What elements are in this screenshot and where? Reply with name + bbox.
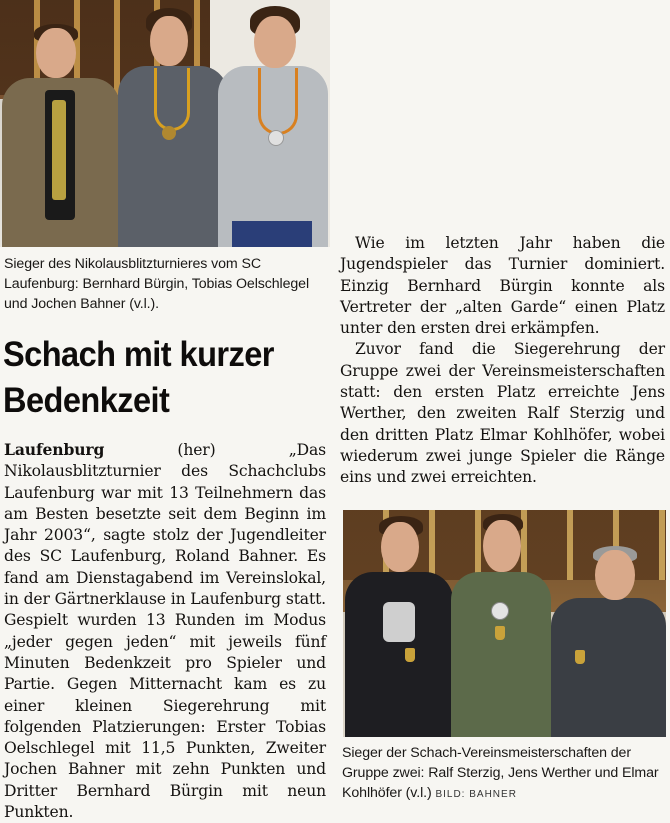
- headline-line-2: Bedenkzeit: [3, 381, 170, 420]
- photo2-caption-text: Sieger der Schach-Vereinsmeisterschaften der Gruppe zwei: Ralf Sterzig, Jens Werther und Elmar Kohlhöfer (v.l.): [342, 745, 659, 801]
- article-paragraph-1: „Das Nikolausblitzturnier des Schachclubs Laufenburg war mit 13 Teilnehmern das am Besten besetzte seit dem Beginn im Jahr 2003“, sagte stolz der Jugendleiter des SC Laufenburg, Roland Bahner. Es fand am Dienstagabend im Vereinslokal, in der Gärtnerklause in Laufenburg statt. Gespielt wurden 13 Runden im Modus „jeder gegen jeden“ mit jeweils fünf Minuten Bedenkzeit pro Spieler und Partie. Gegen Mitternacht kam es zu einer kleinen Siegerehrung mit folgenden Platzierungen: Erster Tobias Oelschlegel mit 11,5 Punkten, Zweiter Jochen Bahner mit zehn Punkten und Dritter Bernhard Bürgin mit neun Punkten.: [4, 441, 327, 822]
- article-byline: (her): [177, 441, 216, 459]
- article-location: Laufenburg: [4, 440, 105, 459]
- photo2-caption: [342, 743, 666, 805]
- headline-line-1: Schach mit kurzer: [3, 335, 274, 374]
- photo1-caption: Sieger des Nikolausblitzturnieres vom SC Laufenburg: Bernhard Bürgin, Tobias Oelschlegel und Jochen Bahner (v.l.).: [4, 256, 309, 312]
- article-body-column-2: [340, 233, 665, 489]
- article-paragraph-3: Zuvor fand die Siegerehrung der Gruppe zwei der Vereinsmeisterschaften statt: den ersten Platz erreichte Jens Werther, den zweiten Ralf Sterzig und den dritten Platz Elmar Kohlhöfer, wobei wiederum zwei junge Spieler die Ränge eins und zwei erreichten.: [340, 340, 665, 487]
- photo-credit: BILD: BAHNER: [435, 789, 517, 800]
- headline: [3, 332, 274, 424]
- photo-winners-nikolaus-tournament: [0, 0, 330, 247]
- article-body-column-1: [4, 439, 326, 823]
- article-paragraph-2: Wie im letzten Jahr haben die Jugendspieler das Turnier dominiert. Einzig Bernhard Bürgin konnte als Vertreter der „alten Garde“ einen Platz unter den ersten drei erkämpfen.: [340, 234, 665, 338]
- photo-winners-club-championship: [343, 510, 666, 737]
